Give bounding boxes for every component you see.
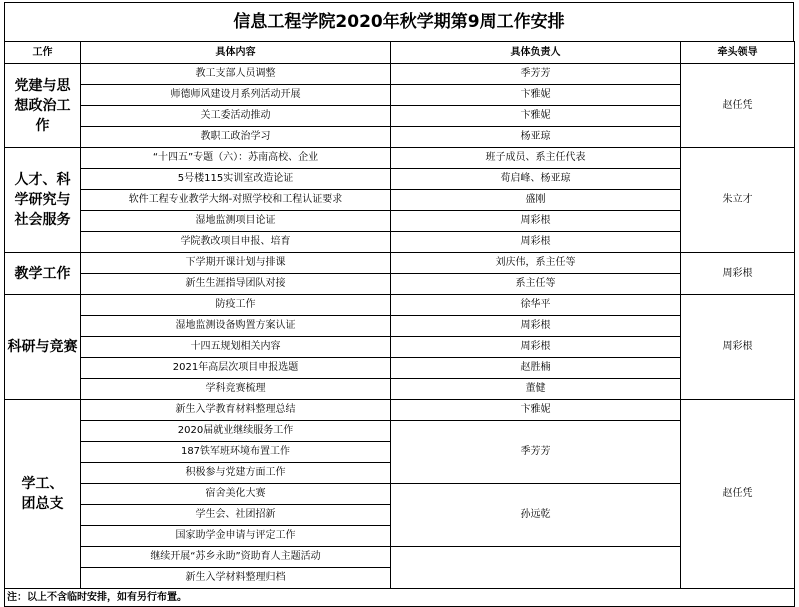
table-row — [5, 295, 795, 316]
table-row — [5, 379, 795, 400]
owner-cell: 孙远乾 — [391, 484, 681, 547]
leader-cell: 赵任凭 — [681, 400, 795, 589]
schedule-table — [4, 41, 795, 607]
category-cell — [5, 295, 81, 400]
table-row — [5, 484, 795, 505]
content-cell: 继续开展“苏乡永助”资助育人主题活动 — [81, 547, 391, 568]
content-cell: 教职工政治学习 — [81, 127, 391, 148]
table-row — [5, 253, 795, 274]
table-row — [5, 85, 795, 106]
category-label: 科研与竞赛 — [7, 339, 78, 355]
content-cell: 软件工程专业教学大纲-对照学校和工程认证要求 — [81, 190, 391, 211]
content-cell: 十四五规划相关内容 — [81, 337, 391, 358]
owner-cell: 徐华平 — [391, 295, 681, 316]
table-row — [5, 106, 795, 127]
schedule-body — [5, 64, 795, 607]
sheet-title: 信息工程学院2020年秋学期第9周工作安排 — [4, 2, 794, 41]
table-row — [5, 337, 795, 358]
table-row — [5, 274, 795, 295]
table-row — [5, 400, 795, 421]
leader-cell: 赵任凭 — [681, 64, 795, 148]
table-row — [5, 127, 795, 148]
content-cell: 湿地监测设备购置方案认证 — [81, 316, 391, 337]
owner-cell — [391, 547, 681, 589]
category-cell — [5, 64, 81, 148]
content-cell: 下学期开课计划与排课 — [81, 253, 391, 274]
table-row — [5, 148, 795, 169]
content-cell: 学院教改项目申报、培育 — [81, 232, 391, 253]
owner-cell: 赵胜楠 — [391, 358, 681, 379]
owner-cell: 季芳芳 — [391, 64, 681, 85]
content-cell: 2021年高层次项目申报选题 — [81, 358, 391, 379]
table-row — [5, 190, 795, 211]
table-row — [5, 64, 795, 85]
owner-cell: 卞雅妮 — [391, 400, 681, 421]
header-leader: 牵头领导 — [681, 42, 795, 64]
header-owner: 具体负责人 — [391, 42, 681, 64]
header-content: 具体内容 — [81, 42, 391, 64]
table-row — [5, 232, 795, 253]
content-cell: 师德师风建设月系列活动开展 — [81, 85, 391, 106]
owner-cell: 董健 — [391, 379, 681, 400]
table-row — [5, 316, 795, 337]
content-cell: 新生生涯指导团队对接 — [81, 274, 391, 295]
content-cell: 5号楼115实训室改造论证 — [81, 169, 391, 190]
footnote: 注：以上不含临时安排，如有另行布置。 — [5, 589, 795, 607]
table-row — [5, 211, 795, 232]
owner-cell: 季芳芳 — [391, 421, 681, 484]
header-work: 工作 — [5, 42, 81, 64]
content-cell: 教工支部人员调整 — [81, 64, 391, 85]
schedule-sheet — [4, 2, 794, 607]
leader-cell: 周彩根 — [681, 295, 795, 400]
category-label: 教学工作 — [14, 265, 71, 282]
owner-cell: 周彩根 — [391, 232, 681, 253]
category-cell — [5, 253, 81, 295]
content-cell: 防疫工作 — [81, 295, 391, 316]
leader-cell: 周彩根 — [681, 253, 795, 295]
owner-cell: 周彩根 — [391, 337, 681, 358]
owner-cell: 盛刚 — [391, 190, 681, 211]
table-row — [5, 547, 795, 568]
content-cell: 学生会、社团招新 — [81, 505, 391, 526]
category-cell — [5, 148, 81, 253]
category-cell — [5, 400, 81, 589]
owner-cell: 卞雅妮 — [391, 85, 681, 106]
category-label: 党建与思想政治工作 — [14, 77, 71, 134]
owner-cell: 卞雅妮 — [391, 106, 681, 127]
owner-cell: 周彩根 — [391, 211, 681, 232]
content-cell: 187铁军班环境布置工作 — [81, 442, 391, 463]
category-label: 人才、科学研究与社会服务 — [14, 172, 71, 228]
owner-cell: 荀启峰、杨亚琼 — [391, 169, 681, 190]
content-cell: 宿舍美化大赛 — [81, 484, 391, 505]
content-cell: 新生入学教育材料整理总结 — [81, 400, 391, 421]
content-cell: 国家助学金申请与评定工作 — [81, 526, 391, 547]
category-label: 学工、团总支 — [21, 476, 64, 512]
leader-cell: 朱立才 — [681, 148, 795, 253]
table-row — [5, 358, 795, 379]
table-row — [5, 169, 795, 190]
content-cell: 积极参与党建方面工作 — [81, 463, 391, 484]
content-cell: 关工委活动推动 — [81, 106, 391, 127]
content-cell: 2020届就业继续服务工作 — [81, 421, 391, 442]
content-cell: 湿地监测项目论证 — [81, 211, 391, 232]
owner-cell: 周彩根 — [391, 316, 681, 337]
owner-cell: 系主任等 — [391, 274, 681, 295]
table-row — [5, 421, 795, 442]
note-row — [5, 589, 795, 607]
content-cell: 新生入学材料整理归档 — [81, 568, 391, 589]
header-row — [5, 42, 795, 64]
owner-cell: 刘庆伟，系主任等 — [391, 253, 681, 274]
content-cell: 学科竞赛梳理 — [81, 379, 391, 400]
owner-cell: 班子成员、系主任代表 — [391, 148, 681, 169]
owner-cell: 杨亚琼 — [391, 127, 681, 148]
content-cell: “十四五”专题（六）：苏南高校、企业 — [81, 148, 391, 169]
